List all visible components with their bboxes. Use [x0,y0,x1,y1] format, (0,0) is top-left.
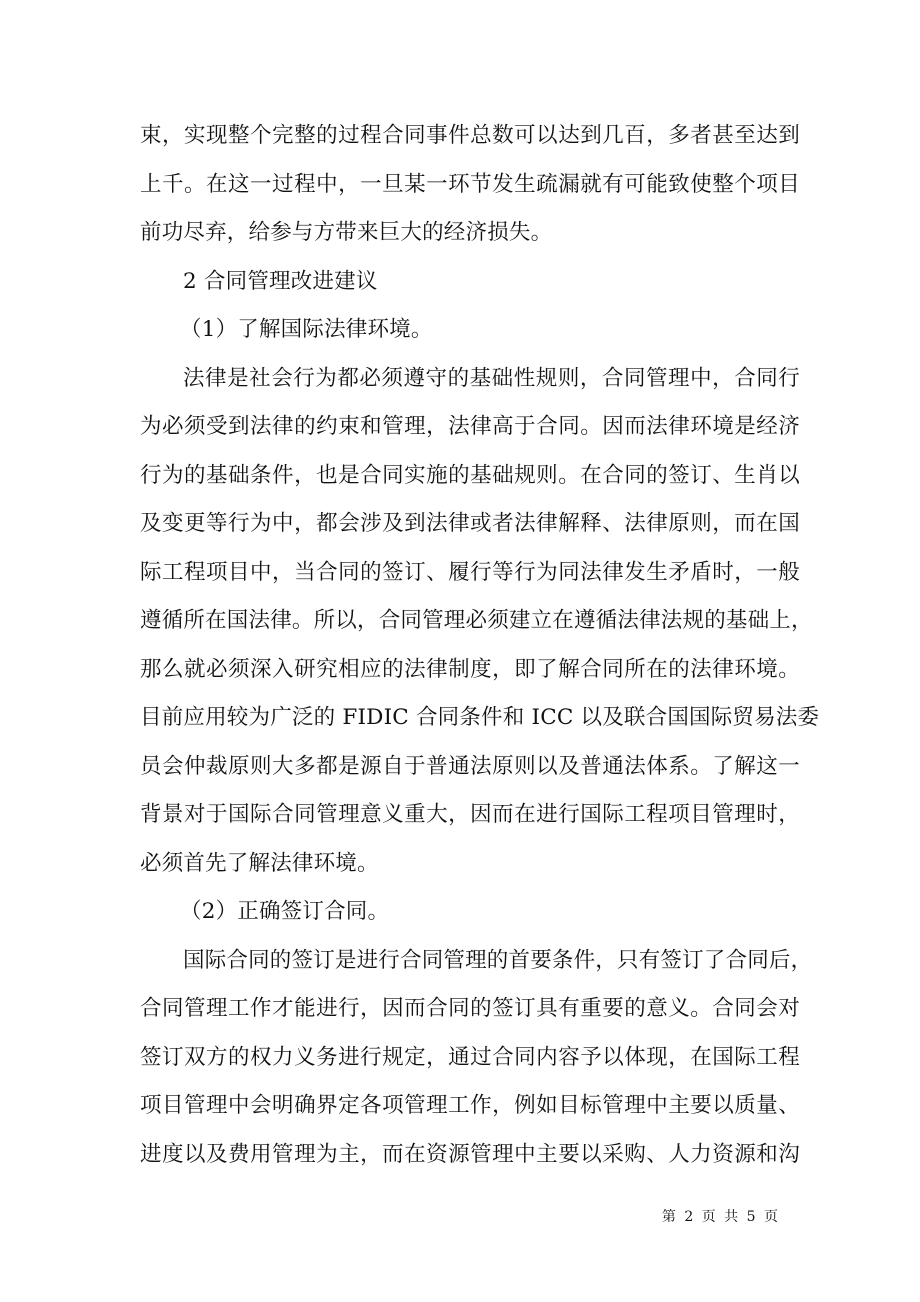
text-line: 及变更等行为中，都会涉及到法律或者法律解释、法律原则，而在国 [140,511,800,536]
text-line: 上千。在这一过程中，一旦某一环节发生疏漏就有可能致使整个项目 [140,171,800,197]
text-line: 必须首先了解法律环境。 [140,850,379,876]
text-line: 际工程项目中，当合同的签订、履行等行为同法律发生矛盾时，一般 [140,559,800,585]
paragraph-legal-environment [140,355,820,889]
subsection-heading-signing-contract: （2）正确签订合同。 [180,899,390,924]
text-line: 国际合同的签订是进行合同管理的首要条件，只有签订了合同后， [183,947,813,973]
paragraph-signing-contract [140,937,813,1180]
document-body [140,112,820,1179]
text-line: 进度以及费用管理为主，而在资源管理中主要以采购、人力资源和沟 [140,1141,800,1167]
subsection-heading-legal-environment: （1）了解国际法律环境。 [180,317,433,342]
text-line: 项目管理中会明确界定各项管理工作，例如目标管理中主要以质量、 [140,1093,800,1118]
text-line: 为必须受到法律的约束和管理，法律高于合同。因而法律环境是经济 [140,414,800,439]
text-line: 那么就必须深入研究相应的法律制度，即了解合同所在的法律环境。 [140,656,800,682]
text-line: 员会仲裁原则大多都是源自于普通法原则以及普通法体系。了解这一 [140,753,800,779]
text-line: 法律是社会行为都必须遵守的基础性规则，合同管理中，合同行 [183,365,800,391]
text-line: 束，实现整个完整的过程合同事件总数可以达到几百，多者甚至达到 [140,123,800,148]
text-line: 行为的基础条件，也是合同实施的基础规则。在合同的签订、生肖以 [140,462,800,488]
text-line: 背景对于国际合同管理意义重大，因而在进行国际工程项目管理时， [140,802,800,827]
text-line: 目前应用较为广泛的 FIDIC 合同条件和 ICC 以及联合国国际贸易法委 [140,705,820,730]
page-number-footer: 第 2 页 共 5 页 [661,1209,780,1225]
text-line: 遵循所在国法律。所以，合同管理必须建立在遵循法律法规的基础上， [140,608,813,633]
section-heading: 2 合同管理改进建议 [183,268,378,294]
text-line: 合同管理工作才能进行，因而合同的签订具有重要的意义。合同会对 [140,996,800,1021]
paragraph-continuation [140,112,800,258]
text-line: 前功尽弃，给参与方带来巨大的经济损失。 [140,220,553,245]
text-line: 签订双方的权力义务进行规定，通过合同内容予以体现，在国际工程 [140,1044,800,1070]
